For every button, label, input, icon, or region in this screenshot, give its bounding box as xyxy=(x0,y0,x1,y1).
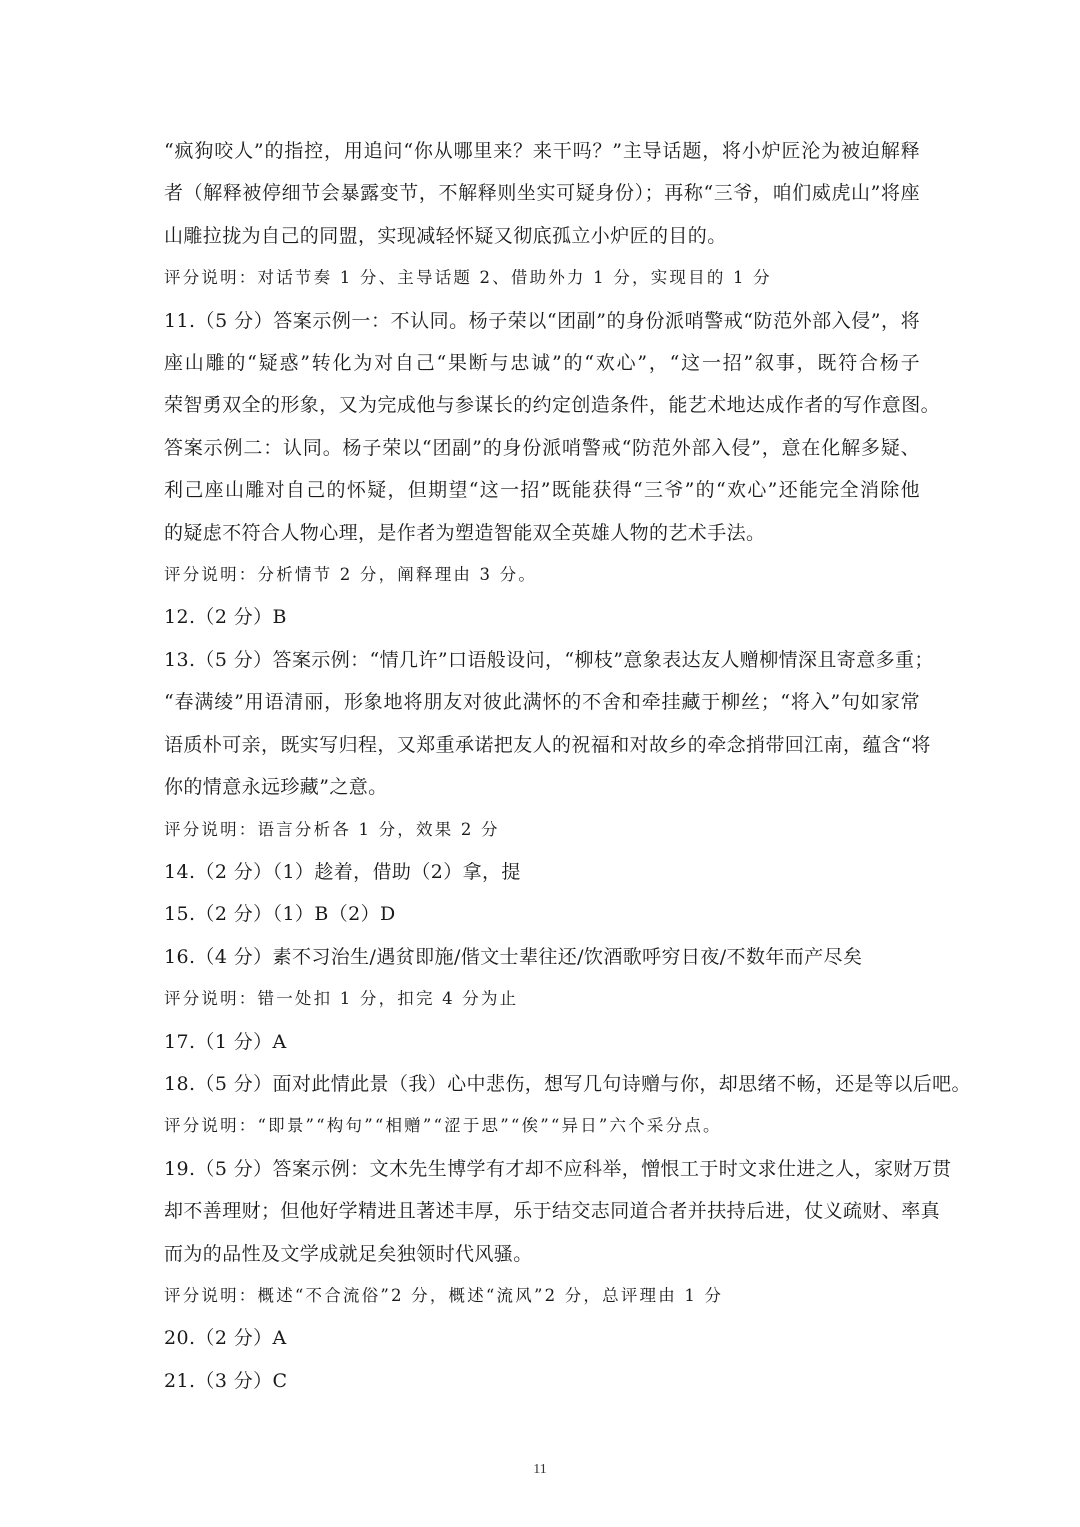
answer-21: 21.（3 分）C xyxy=(164,1369,288,1392)
answer-11-example2-line-2: 利己座山雕对自己的怀疑，但期望“这一招”既能获得“三爷”的“欢心”还能完全消除他 xyxy=(164,479,920,502)
answer-13-line-1: 13.（5 分）答案示例：“情几许”口语般设问，“柳枝”意象表达友人赠柳情深且寄意多重； xyxy=(164,648,934,671)
paragraph-10-line-1: “疯狗咬人”的指控，用追问“你从哪里来？来干吗？”主导话题，将小炉匠沦为被迫解释 xyxy=(164,140,920,162)
answer-17: 17.（1 分）A xyxy=(164,1030,287,1053)
answer-18: 18.（5 分）面对此情此景（我）心中悲伤，想写几句诗赠与你，却思绪不畅，还是等以后吧。 xyxy=(164,1072,971,1095)
scoring-note-11: 评分说明：分析情节 2 分，阐释理由 3 分。 xyxy=(164,565,538,585)
paragraph-10-line-2: 者（解释被停细节会暴露变节，不解释则坐实可疑身份）；再称“三爷，咱们威虎山”将座 xyxy=(164,182,920,205)
answer-14: 14.（2 分）（1）趁着，借助（2）拿，提 xyxy=(164,860,521,883)
answer-15: 15.（2 分）（1）B（2）D xyxy=(164,903,396,926)
answer-13-line-3: 语质朴可亲，既实写归程，又郑重承诺把友人的祝福和对故乡的牵念捎带回江南，蕴含“将 xyxy=(164,733,931,756)
page-number: 11 xyxy=(533,1462,547,1477)
answer-19-line-1: 19.（5 分）答案示例：文木先生博学有才却不应科举，憎恨工于时文求仕进之人，家财万贯 xyxy=(164,1157,952,1180)
scoring-note-19: 评分说明：概述“不合流俗”2 分，概述“流风”2 分，总评理由 1 分 xyxy=(164,1285,724,1305)
paragraph-10-line-3: 山雕拉拢为自己的同盟，实现减轻怀疑又彻底孤立小炉匠的目的。 xyxy=(164,224,727,247)
answer-13-line-4: 你的情意永远珍藏”之意。 xyxy=(164,776,388,799)
answer-13-line-2: “春满绫”用语清丽，形象地将朋友对彼此满怀的不舍和牵挂藏于柳丝；“将入”句如家常 xyxy=(164,691,920,714)
answer-16: 16.（4 分）素不习治生/遇贫即施/偕文士辈往还/饮酒歌呼穷日夜/不数年而产尽矣 xyxy=(164,945,863,968)
answer-20: 20.（2 分）A xyxy=(164,1327,287,1350)
scoring-note-18: 评分说明：“即景”“构句”“相赠”“涩于思”“俟”“异日”六个采分点。 xyxy=(164,1116,722,1136)
answer-19-line-2: 却不善理财；但他好学精进且著述丰厚，乐于结交志同道合者并扶持后进，仗义疏财、率真 xyxy=(164,1200,941,1223)
answer-11-line-1: 11.（5 分）答案示例一：不认同。杨子荣以“团副”的身份派哨警戒“防范外部入侵”，将 xyxy=(164,309,920,332)
scoring-note-13: 评分说明：语言分析各 1 分，效果 2 分 xyxy=(164,819,500,839)
scoring-note-10: 评分说明：对话节奏 1 分、主导话题 2、借助外力 1 分，实现目的 1 分 xyxy=(164,268,772,288)
scoring-note-16: 评分说明：错一处扣 1 分，扣完 4 分为止 xyxy=(164,989,519,1009)
answer-11-example2-line-1: 答案示例二：认同。杨子荣以“团副”的身份派哨警戒“防范外部入侵”，意在化解多疑、 xyxy=(164,436,920,459)
answer-12: 12.（2 分）B xyxy=(164,606,287,629)
answer-11-line-3: 荣智勇双全的形象，又为完成他与参谋长的约定创造条件，能艺术地达成作者的写作意图。 xyxy=(164,394,941,417)
answer-11-example2-line-3: 的疑虑不符合人物心理，是作者为塑造智能双全英雄人物的艺术手法。 xyxy=(164,521,766,544)
answer-11-line-2: 座山雕的“疑惑”转化为对自己“果断与忠诚”的“欢心”，“这一招”叙事，既符合杨子 xyxy=(164,352,920,375)
answer-key-content xyxy=(164,130,971,1402)
answer-19-line-3: 而为的品性及文学成就足矣独领时代风骚。 xyxy=(164,1242,533,1265)
